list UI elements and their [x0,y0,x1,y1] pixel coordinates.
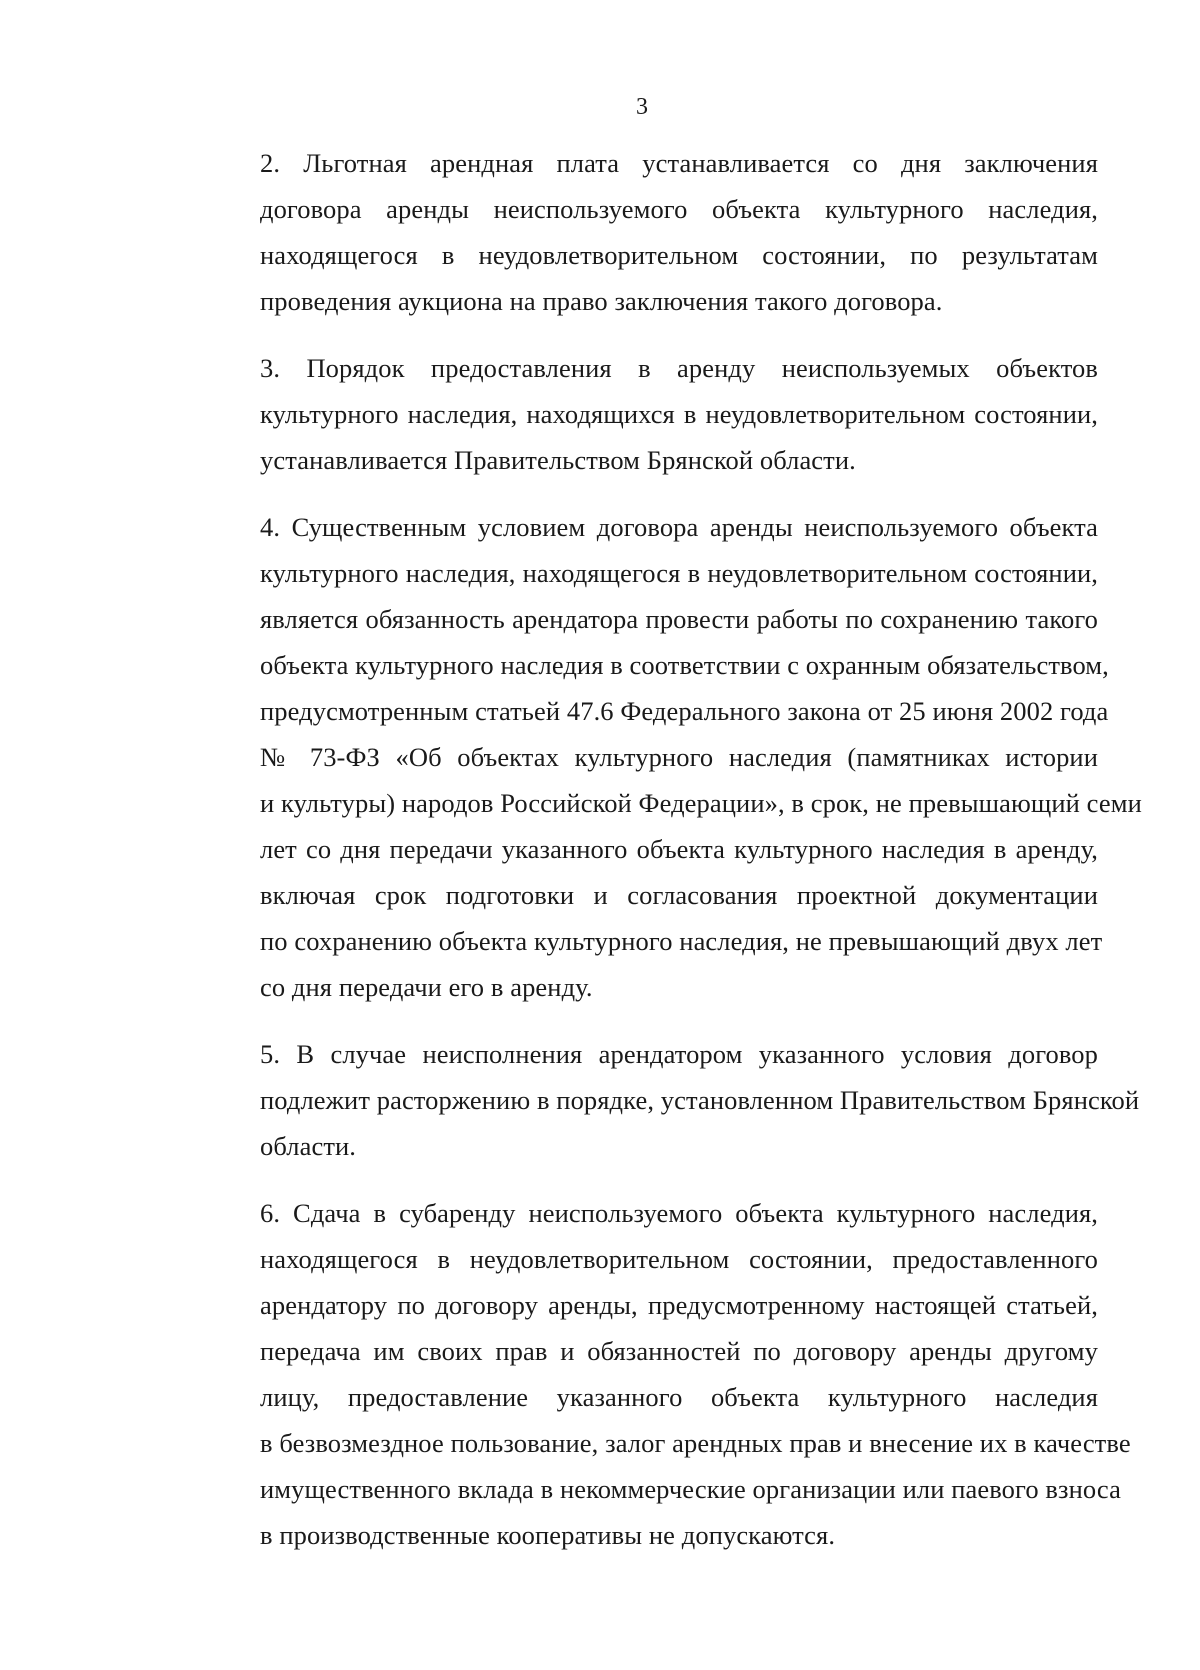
text-line: лет со дня передачи указанного объекта культурного наследия в аренду, [260,834,1098,864]
text-line: включая срок подготовки и согласования проектной документации [260,880,1098,910]
text-line: находящегося в неудовлетворительном состоянии, по результатам [260,240,1098,270]
text-line: является обязанность арендатора провести работы по сохранению такого [260,604,1098,634]
text-line: арендатору по договору аренды, предусмотренному настоящей статьей, [260,1290,1098,1320]
paragraph-3 [193,345,1098,483]
text-line: в безвозмездное пользование, залог арендных прав и внесение их в качестве [260,1428,1131,1458]
page-number: 3 [636,94,648,120]
text-line: 6. Сдача в субаренду неиспользуемого объекта культурного наследия, [260,1198,1098,1228]
text-line: предусмотренным статьей 47.6 Федерального закона от 25 июня 2002 года [260,696,1109,726]
paragraph-2 [193,140,1098,324]
text-line: области. [260,1131,357,1161]
text-line: подлежит расторжению в порядке, установленном Правительством Брянской [260,1085,1140,1115]
text-line: 5. В случае неисполнения арендатором указанного условия договор [260,1039,1098,1069]
text-line: в производственные кооперативы не допускаются. [260,1520,836,1550]
text-line: и культуры) народов Российской Федерации», в срок, не превышающий семи [260,788,1142,818]
text-line: культурного наследия, находящихся в неудовлетворительном состоянии, [260,399,1098,429]
paragraph-5 [193,1031,1140,1169]
text-line: по сохранению объекта культурного наследия, не превышающий двух лет [260,926,1103,956]
text-line: 3. Порядок предоставления в аренду неиспользуемых объектов [260,353,1098,383]
paragraph-6 [193,1190,1131,1558]
text-line: передача им своих прав и обязанностей по договору аренды другому [260,1336,1098,1366]
document-body [193,140,1142,1579]
text-line: № 73-ФЗ «Об объектах культурного наследия (памятниках истории [260,742,1098,772]
text-line: имущественного вклада в некоммерческие организации или паевого взноса [260,1474,1121,1504]
text-line: культурного наследия, находящегося в неудовлетворительном состоянии, [260,558,1098,588]
text-line: 2. Льготная арендная плата устанавливается со дня заключения [260,148,1098,178]
text-line: устанавливается Правительством Брянской области. [260,445,856,475]
paragraph-4 [193,504,1142,1010]
text-line: лицу, предоставление указанного объекта культурного наследия [260,1382,1098,1412]
text-line: 4. Существенным условием договора аренды неиспользуемого объекта [260,512,1098,542]
text-line: договора аренды неиспользуемого объекта культурного наследия, [260,194,1098,224]
text-line: со дня передачи его в аренду. [260,972,593,1002]
text-line: объекта культурного наследия в соответствии с охранным обязательством, [260,650,1109,680]
text-line: находящегося в неудовлетворительном состоянии, предоставленного [260,1244,1098,1274]
text-line: проведения аукциона на право заключения такого договора. [260,286,943,316]
